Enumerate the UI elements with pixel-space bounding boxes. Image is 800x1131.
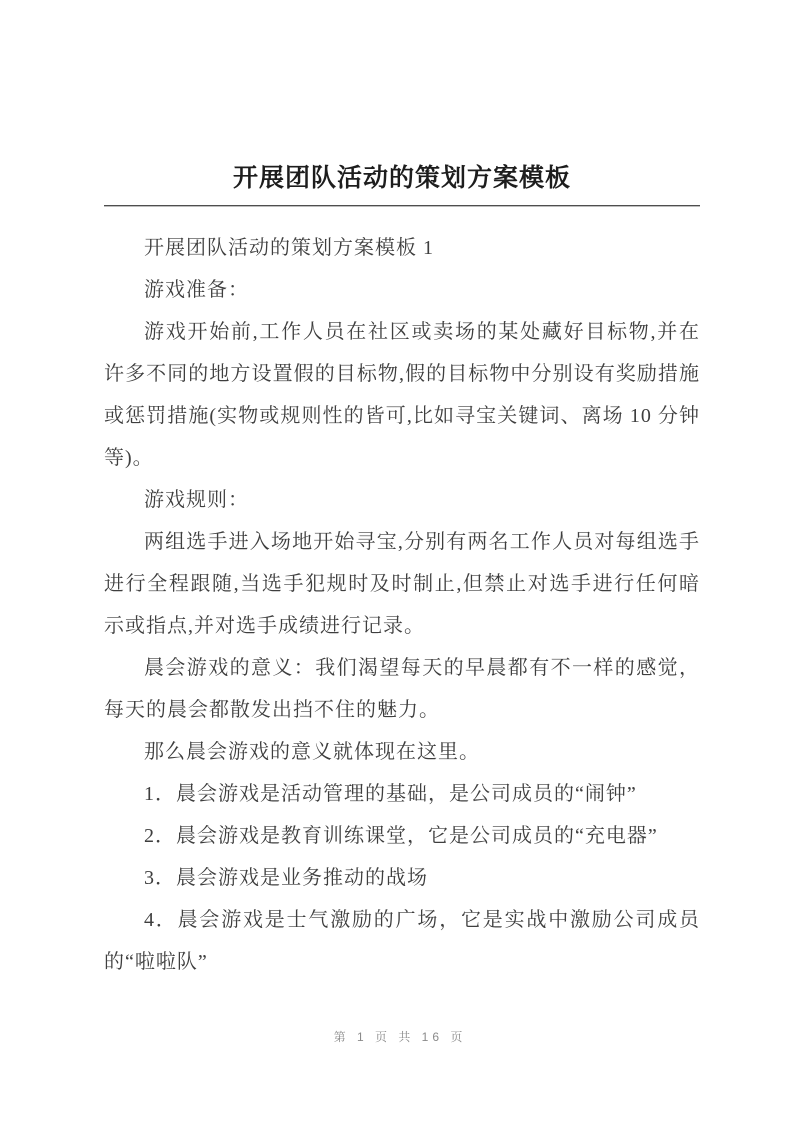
paragraph: 2．晨会游戏是教育训练课堂，它是公司成员的“充电器” — [144, 825, 658, 847]
paragraph: 晨会游戏的意义：我们渴望每天的早晨都有不一样的感觉，每天的晨会都散发出挡不住的魅力。 — [104, 657, 700, 721]
title-divider — [104, 205, 700, 207]
page-number-footer: 第 1 页 共 16 页 — [333, 1030, 467, 1044]
document-title: 开展团队活动的策划方案模板 — [232, 164, 571, 192]
paragraph: 那么晨会游戏的意义就体现在这里。 — [144, 741, 480, 763]
paragraph: 游戏准备： — [144, 279, 249, 301]
document-body — [104, 227, 700, 983]
paragraph: 游戏开始前,工作人员在社区或卖场的某处藏好目标物,并在许多不同的地方设置假的目标物,假的目标物中分别设有奖励措施或惩罚措施(实物或规则性的皆可,比如寻宝关键词、离场 10 分钟等)。 — [104, 321, 700, 469]
paragraph: 游戏规则： — [144, 489, 249, 511]
paragraph: 开展团队活动的策划方案模板 1 — [144, 237, 434, 259]
paragraph: 3．晨会游戏是业务推动的战场 — [144, 867, 428, 889]
paragraph: 4．晨会游戏是士气激励的广场，它是实战中激励公司成员的“啦啦队” — [104, 909, 700, 973]
paragraph: 1．晨会游戏是活动管理的基础，是公司成员的“闹钟” — [144, 783, 637, 805]
paragraph: 两组选手进入场地开始寻宝,分别有两名工作人员对每组选手进行全程跟随,当选手犯规时及时制止,但禁止对选手进行任何暗示或指点,并对选手成绩进行记录。 — [104, 531, 700, 637]
